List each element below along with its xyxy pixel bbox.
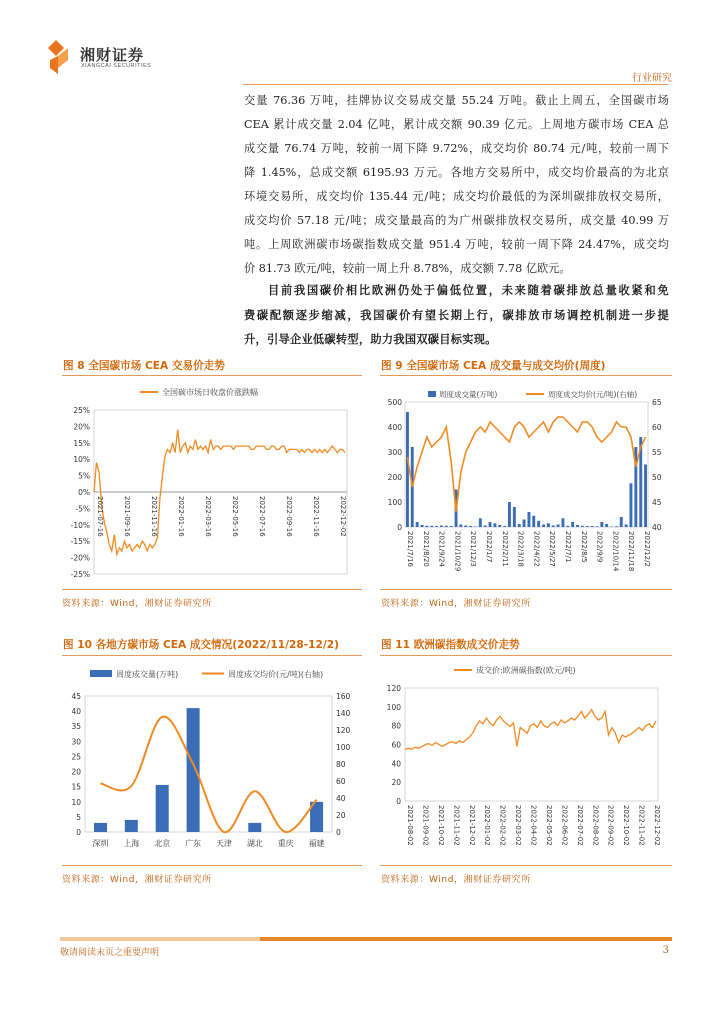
x-tick-label: 2021-09-02 [421,805,430,846]
y-left-tick-label: 300 [387,448,402,457]
category-label: 天津 [215,839,232,848]
volume-bar [620,517,623,527]
fig8-title: 图 8 全国碳市场 CEA 交易价走势 [63,360,225,372]
y-left-tick-label: 100 [387,498,402,507]
fig8-bottom-rule [62,589,362,590]
x-tick-label: 2022-03-16 [204,496,212,537]
fig10-rule [62,655,362,656]
x-tick-label: 2022-01-16 [177,496,185,537]
y-tick-label: 100 [386,702,401,712]
volume-bar [406,412,409,527]
y-left-tick-label: 0 [76,828,81,837]
volume-bar [450,526,453,527]
avg-price-line [407,417,645,512]
volume-bar [248,823,261,832]
volume-bar [430,526,433,527]
y-left-tick-label: 10 [71,797,81,807]
y-tick-label: 20% [73,422,90,432]
para-line: 成交均价 57.18 元/吨；成交量最高的为广州碳排放权交易所，成交量 40.99 万 [244,214,669,227]
category-label: 深圳 [92,839,109,848]
y-tick-label: 15% [73,438,90,448]
volume-bar [615,526,618,527]
para-line: 降 1.45%，总成交额 6195.93 万元。各地方交易所中，成交均价最高的为北京 [244,166,669,179]
x-tick-label: 2021-11-02 [452,805,461,846]
x-tick-label: 2022-06-02 [560,805,569,846]
volume-bar [425,526,428,527]
page-number: 3 [662,945,669,956]
fig10-title: 图 10 各地方碳市场 CEA 成交情况(2022/11/28-12/2) [63,639,340,651]
y-left-tick-label: 15 [71,782,81,792]
volume-bar [591,526,594,527]
x-tick-label: 2022-07-02 [575,805,584,846]
volume-bar [547,523,550,527]
y-tick-label: 0% [78,488,90,497]
volume-bar [576,525,579,527]
volume-bar [571,522,574,527]
header-divider [243,84,668,85]
x-tick-label: 2022/8/5 [579,531,588,563]
fig9-source: 资料来源：Wind，湘财证券研究所 [381,599,531,609]
y-right-tick-label: 40 [336,794,346,803]
x-tick-label: 2022/4/22 [532,531,541,567]
volume-bar [474,527,477,528]
y-right-tick-label: 20 [336,811,346,820]
y-tick-label: 10% [73,455,90,465]
x-tick-label: 2022-11-16 [312,496,320,537]
x-tick-label: 2022/10/14 [611,531,620,572]
volume-bar [523,520,526,528]
volume-bar [600,522,603,527]
legend-bar-swatch [428,391,436,397]
y-tick-label: 20 [391,778,401,788]
volume-bar [552,526,555,528]
plot-frame [405,688,658,801]
x-tick-label: 2022-12-02 [653,805,661,846]
volume-bar [542,525,545,528]
y-right-tick-label: 60 [336,777,346,786]
x-tick-label: 2021-11-16 [150,496,158,537]
x-tick-label: 2022-05-02 [544,805,553,846]
legend-label: 周度成交量(万吨) [116,670,179,679]
volume-bar [125,820,138,832]
y-left-tick-label: 30 [71,737,81,747]
fig9-bottom-rule [380,589,672,590]
y-tick-label: -5% [75,504,90,514]
volume-bar [479,518,482,527]
fig10-source: 资料来源：Wind，湘财证券研究所 [62,875,212,885]
volume-bar [528,512,531,527]
volume-bar [469,526,472,527]
y-right-tick-label: 65 [652,398,662,407]
volume-bar [459,525,462,528]
y-tick-label: 25% [73,406,90,415]
para-line: 吨。上周欧洲碳市场碳指数成交量 951.4 万吨，较前一周下降 24.47%，成交均 [244,238,669,251]
volume-bar [445,526,448,527]
avg-price-line [100,717,316,833]
y-right-tick-label: 100 [336,743,351,752]
x-tick-label: 2022-02-02 [498,805,507,846]
category-label: 福建 [308,839,325,848]
x-tick-label: 2022-01-02 [483,805,492,846]
para-line: CEA 累计成交量 2.04 亿吨，累计成交额 90.39 亿元。上周地方碳市场 CEA 总 [244,118,669,131]
fig8-chart [62,378,362,588]
y-left-tick-label: 200 [387,473,402,482]
y-right-tick-label: 80 [336,760,346,769]
legend-label: 成交价:欧洲碳指数(欧元/吨) [476,666,576,675]
y-left-tick-label: 20 [71,767,81,777]
x-tick-label: 2022-08-02 [591,805,600,846]
fig8-source: 资料来源：Wind，湘财证券研究所 [62,599,212,609]
x-tick-label: 2021-08-02 [406,805,414,846]
y-right-tick-label: 60 [652,423,662,432]
section-label: 行业研究 [632,73,672,84]
volume-bar [586,526,589,527]
x-tick-label: 2022-07-16 [258,496,266,537]
legend-label: 周度成交均价(元/吨)(右轴) [228,670,324,679]
y-right-tick-label: 45 [652,498,662,507]
x-tick-label: 2021/12/3 [469,531,478,567]
fig9-title: 图 9 全国碳市场 CEA 成交量与成交均价(周度) [381,360,606,372]
fig11-chart [380,658,672,862]
volume-bar [513,507,516,527]
volume-bar [537,521,540,527]
plot-frame [85,696,332,832]
x-tick-label: 2022/9/9 [595,531,604,563]
volume-bar [498,525,501,527]
fig11-title: 图 11 欧洲碳指数成交价走势 [381,639,520,651]
y-right-tick-label: 55 [652,448,662,457]
fig11-bottom-rule [380,865,672,866]
disclaimer-link[interactable]: 敬请阅读末页之重要声明 [60,948,160,958]
legend-label: 周度成交量(万吨) [439,390,498,399]
brand-name: 湘财证券 [80,46,145,64]
legend-bar-swatch [90,670,112,677]
volume-bar [435,526,438,527]
volume-bar [494,523,497,527]
footer-bar [60,937,672,941]
y-left-tick-label: 0 [397,523,402,532]
volume-bar [94,823,107,832]
volume-bar [489,522,492,527]
y-tick-label: 40 [391,759,401,769]
para-line: 交量 76.36 万吨，挂牌协议交易成交量 55.24 万吨。截止上周五，全国碳市场 [244,94,669,107]
x-tick-label: 2021-10-02 [436,805,445,846]
x-tick-label: 2022/11/18 [627,531,636,572]
volume-bar [630,483,633,527]
volume-bar [156,785,169,832]
volume-bar [416,522,419,527]
eu-carbon-price-line [405,710,656,750]
volume-bar [484,526,487,528]
x-tick-label: 2021/9/24 [437,531,446,567]
fig10-chart [62,658,362,862]
y-left-tick-label: 500 [387,398,402,407]
y-left-tick-label: 40 [71,707,81,717]
category-label: 上海 [123,839,140,848]
x-tick-label: 2021/8/20 [421,531,430,567]
x-tick-label: 2022-04-02 [529,805,538,846]
x-tick-label: 2022/7/1 [564,531,572,563]
logo-icon [46,38,76,78]
volume-bar [532,516,535,527]
fig10-bottom-rule [62,865,362,866]
x-tick-label: 2021/7/16 [406,531,414,567]
y-tick-label: 80 [391,721,401,731]
x-tick-label: 2021/10/29 [453,531,462,572]
volume-bar [581,526,584,527]
fig8-rule [62,375,362,376]
y-right-tick-label: 0 [336,828,341,837]
legend-label: 全国碳市场日收盘价涨跌幅 [162,388,258,397]
para-line: 成交量 76.74 万吨，较前一周下降 9.72%，成交均价 80.74 元/吨，较前一周下 [244,142,669,155]
legend-label: 周度成交均价(元/吨)(右轴) [548,390,638,399]
category-label: 湖北 [246,839,263,848]
y-right-tick-label: 140 [336,709,351,718]
volume-bar [625,525,628,528]
para-line: 环境交易所，成交均价 135.44 元/吨；成交均价最低的为深圳碳排放权交易所， [244,190,669,203]
fig9-chart [380,378,672,588]
y-left-tick-label: 35 [71,722,81,732]
volume-bar [562,518,565,527]
bold-line: 目前我国碳价相比欧洲仍处于偏低位置，未来随着碳排放总量收紧和免 [268,284,669,297]
volume-bar [566,526,569,527]
y-tick-label: -15% [70,537,90,547]
x-tick-label: 2022/3/18 [516,531,525,567]
x-tick-label: 2022-12-02 [339,496,347,537]
y-right-tick-label: 120 [336,726,351,735]
x-tick-label: 2022/5/27 [548,531,557,567]
volume-bar [464,526,467,528]
plot-frame [405,402,648,527]
x-tick-label: 2022-09-16 [285,496,293,537]
y-left-tick-label: 25 [71,752,81,762]
y-right-tick-label: 160 [336,692,351,701]
fig9-rule [380,375,672,376]
volume-bar [596,526,599,527]
y-left-tick-label: 5 [76,812,81,822]
x-tick-label: 2022-10-02 [622,805,631,846]
volume-bar [421,525,424,527]
x-tick-label: 2022-11-02 [637,805,646,846]
x-tick-label: 2022/1/7 [485,531,493,563]
x-tick-label: 2022-09-02 [606,805,615,846]
brand-name-en: XIANGCAI SECURITIES [81,63,152,69]
volume-bar [503,526,506,527]
y-right-tick-label: 40 [652,523,662,532]
para-line: 价 81.73 欧元/吨，较前一周上升 8.78%，成交额 7.78 亿欧元。 [244,262,571,275]
y-left-tick-label: 400 [387,423,402,432]
volume-bar [518,524,521,527]
y-tick-label: -20% [70,553,90,563]
volume-bar [644,465,647,528]
bold-line: 升，引导企业低碳转型，助力我国双碳目标实现。 [244,333,497,346]
x-tick-label: 2022-03-02 [514,805,523,846]
fig11-source: 资料来源：Wind，湘财证券研究所 [381,875,531,885]
x-tick-label: 2021-12-02 [467,805,476,846]
category-label: 广东 [185,839,202,848]
volume-bar [610,527,613,528]
y-tick-label: -10% [70,520,90,530]
category-label: 北京 [154,839,171,848]
y-left-tick-label: 45 [71,692,81,701]
x-tick-label: 2022/2/11 [500,531,509,567]
x-tick-label: 2021-09-16 [123,496,131,537]
volume-bar [187,708,200,832]
volume-bar [557,525,560,528]
category-label: 重庆 [277,839,294,848]
y-tick-label: 120 [386,684,401,693]
volume-bar [508,502,511,527]
x-tick-label: 2022/12/2 [643,531,651,567]
volume-bar [440,526,443,528]
volume-bar [605,524,608,527]
y-tick-label: 0 [396,797,401,806]
x-tick-label: 2021-07-16 [96,496,104,537]
summary-paragraph [244,279,669,353]
bold-line: 费碳配额逐步缩减，我国碳价有望长期上行，碳排放市场调控机制进一步提 [244,308,669,322]
y-tick-label: -25% [70,570,90,579]
y-tick-label: 5% [78,471,90,481]
y-right-tick-label: 50 [652,473,662,482]
x-tick-label: 2022-05-16 [231,496,239,537]
fig11-rule [380,655,672,656]
y-tick-label: 60 [391,740,401,750]
body-paragraph [244,89,669,281]
